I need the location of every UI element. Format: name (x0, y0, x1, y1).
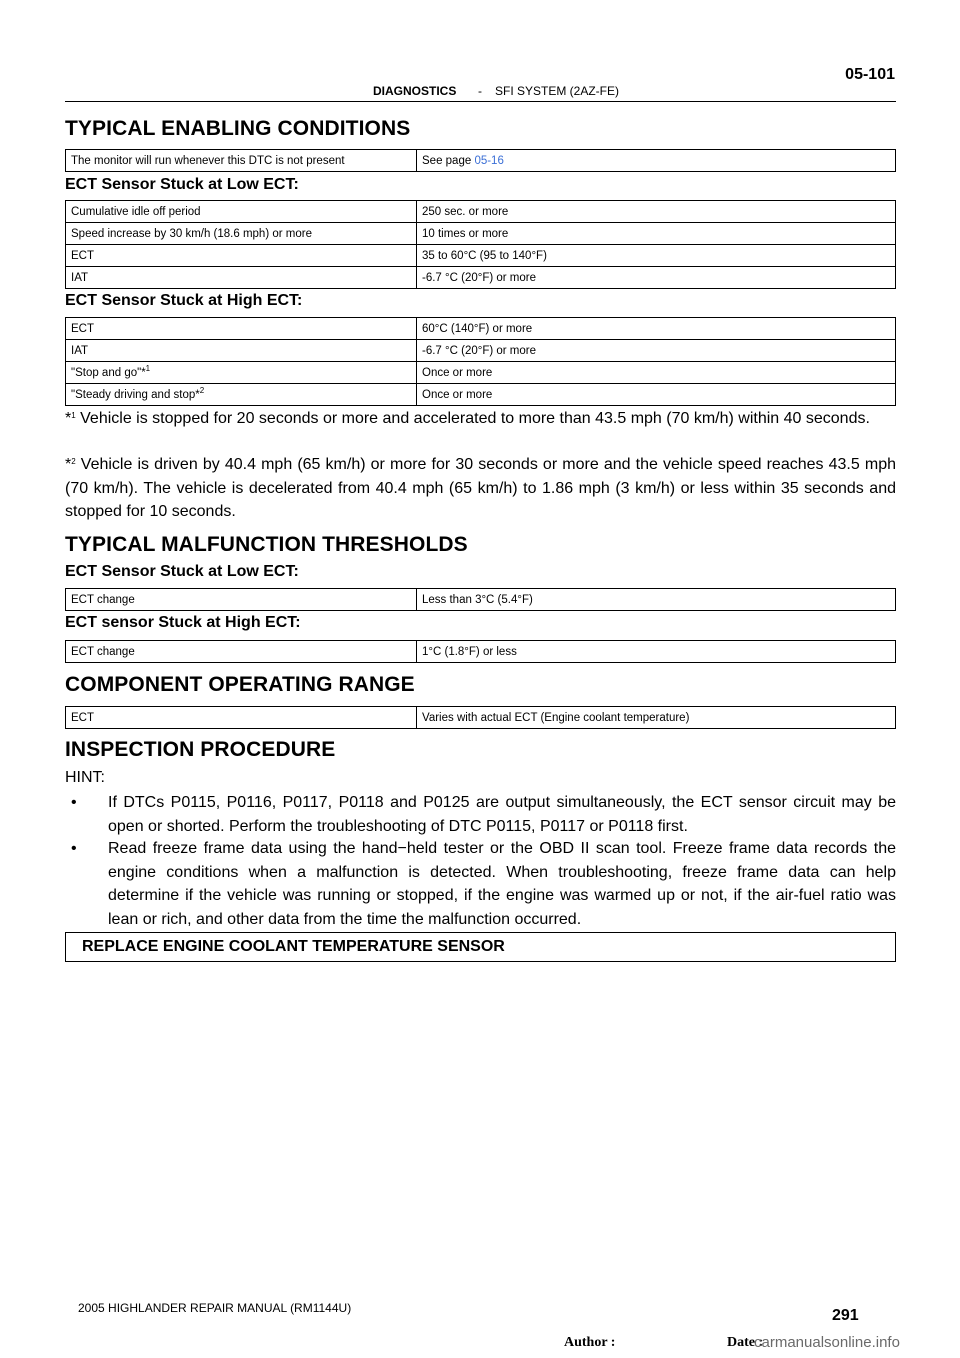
table-cell: -6.7 °C (20°F) or more (417, 267, 896, 289)
subtitle-threshold-high: ECT sensor Stuck at High ECT: (65, 614, 301, 631)
footnote-number: 1 (71, 411, 76, 420)
author-label: Author : (564, 1335, 616, 1350)
table-row (66, 201, 896, 223)
manual-footer: 2005 HIGHLANDER REPAIR MANUAL (RM1144U) (78, 1301, 352, 1315)
table-cell: ECT (66, 245, 417, 267)
table-cell: ECT change (66, 589, 417, 611)
high-ect-condition-table (65, 317, 896, 406)
table-cell: 35 to 60°C (95 to 140°F) (417, 245, 896, 267)
header-dash: - (478, 84, 482, 98)
low-ect-condition-table (65, 200, 896, 289)
table-cell: ECT (66, 707, 417, 729)
table-row (66, 318, 896, 340)
section-title-enabling: TYPICAL ENABLING CONDITIONS (65, 117, 411, 140)
threshold-high-table (65, 640, 896, 663)
section-title-range: COMPONENT OPERATING RANGE (65, 673, 415, 696)
table-row (66, 340, 896, 362)
table-cell: IAT (66, 340, 417, 362)
table-row (66, 707, 896, 729)
page-number: 291 (832, 1307, 859, 1324)
table-cell: 1°C (1.8°F) or less (417, 641, 896, 663)
page-code: 05-101 (845, 66, 895, 83)
header-system: SFI SYSTEM (2AZ-FE) (495, 84, 620, 98)
footnote-text: Vehicle is driven by 40.4 mph (65 km/h) or more for 30 seconds or more and the vehicle speed reaches 43.5 mph (70 km/h). The vehicle is decelerated from 40.4 mph (65 km/h) to 1.86 mph (3 km/h) or less within 35 seconds and stopped for 10 seconds. (65, 456, 896, 520)
header-rule (65, 101, 896, 102)
table-cell: Varies with actual ECT (Engine coolant temperature) (417, 707, 896, 729)
header-section: DIAGNOSTICS (373, 84, 457, 98)
table-cell: Once or more (417, 362, 896, 384)
table-cell: Speed increase by 30 km/h (18.6 mph) or more (66, 223, 417, 245)
table-row (66, 384, 896, 406)
procedure-step-title: REPLACE ENGINE COOLANT TEMPERATURE SENSOR (82, 938, 505, 955)
hint-label: HINT: (65, 769, 105, 786)
footnote-2 (65, 453, 896, 524)
footnote-text: Vehicle is stopped for 20 seconds or more and accelerated to more than 43.5 mph (70 km/h) within 40 seconds. (75, 410, 870, 427)
list-item-text: If DTCs P0115, P0116, P0117, P0118 and P0125 are output simultaneously, the ECT sensor circuit may be open or shorted. Perform the troubleshooting of DTC P0115, P0117 or P0118 first. (108, 794, 896, 835)
table-row (66, 267, 896, 289)
cell-text: "Steady driving and stop* (71, 388, 200, 401)
footnote-number: 2 (71, 457, 76, 466)
table-cell: Once or more (417, 384, 896, 406)
table-cell (66, 384, 417, 406)
table-row (66, 589, 896, 611)
footnote-ref: 1 (145, 363, 151, 373)
subtitle-low-ect: ECT Sensor Stuck at Low ECT: (65, 176, 299, 193)
table-cell: 10 times or more (417, 223, 896, 245)
table-row (66, 245, 896, 267)
table-cell: ECT (66, 318, 417, 340)
table-cell: -6.7 °C (20°F) or more (417, 340, 896, 362)
table-cell: 250 sec. or more (417, 201, 896, 223)
table-cell: 60°C (140°F) or more (417, 318, 896, 340)
range-table (65, 706, 896, 729)
bullet-icon: • (71, 794, 77, 811)
footnote-mark: * (65, 456, 72, 473)
table-cell (417, 150, 896, 172)
table-row (66, 223, 896, 245)
footnote-1 (65, 407, 896, 431)
footnote-ref: 2 (199, 385, 205, 395)
date-label: Date : (727, 1335, 764, 1350)
page-link[interactable]: 05-16 (474, 154, 504, 167)
section-title-thresholds: TYPICAL MALFUNCTION THRESHOLDS (65, 533, 468, 556)
table-cell: ECT change (66, 641, 417, 663)
section-title-inspection: INSPECTION PROCEDURE (65, 738, 336, 761)
list-item (65, 791, 896, 838)
table-row (66, 641, 896, 663)
list-item (65, 837, 896, 931)
table-cell: Less than 3°C (5.4°F) (417, 589, 896, 611)
see-page-text: See page (422, 154, 475, 167)
table-cell (66, 362, 417, 384)
list-item-text: Read freeze frame data using the hand−held tester or the OBD II scan tool. Freeze frame data records the engine conditions when a malfunction is detected. When troubleshooting, freeze frame data can help determine if the vehicle was running or stopped, if the engine was warmed up or not, if the air-fuel ratio was lean or rich, and other data from the time the malfunction occurred. (108, 840, 896, 928)
table-cell: IAT (66, 267, 417, 289)
table-cell: Cumulative idle off period (66, 201, 417, 223)
procedure-step-box (65, 932, 896, 962)
cell-text: "Stop and go"* (71, 366, 146, 379)
table-cell: The monitor will run whenever this DTC is not present (66, 150, 417, 172)
table-row (66, 362, 896, 384)
general-condition-table (65, 149, 896, 172)
table-row (66, 150, 896, 172)
subtitle-threshold-low: ECT Sensor Stuck at Low ECT: (65, 563, 299, 580)
footnote-mark: * (65, 410, 72, 427)
subtitle-high-ect: ECT Sensor Stuck at High ECT: (65, 292, 303, 309)
threshold-low-table (65, 588, 896, 611)
watermark: carmanualsonline.info (754, 1334, 900, 1351)
bullet-icon: • (71, 840, 77, 857)
